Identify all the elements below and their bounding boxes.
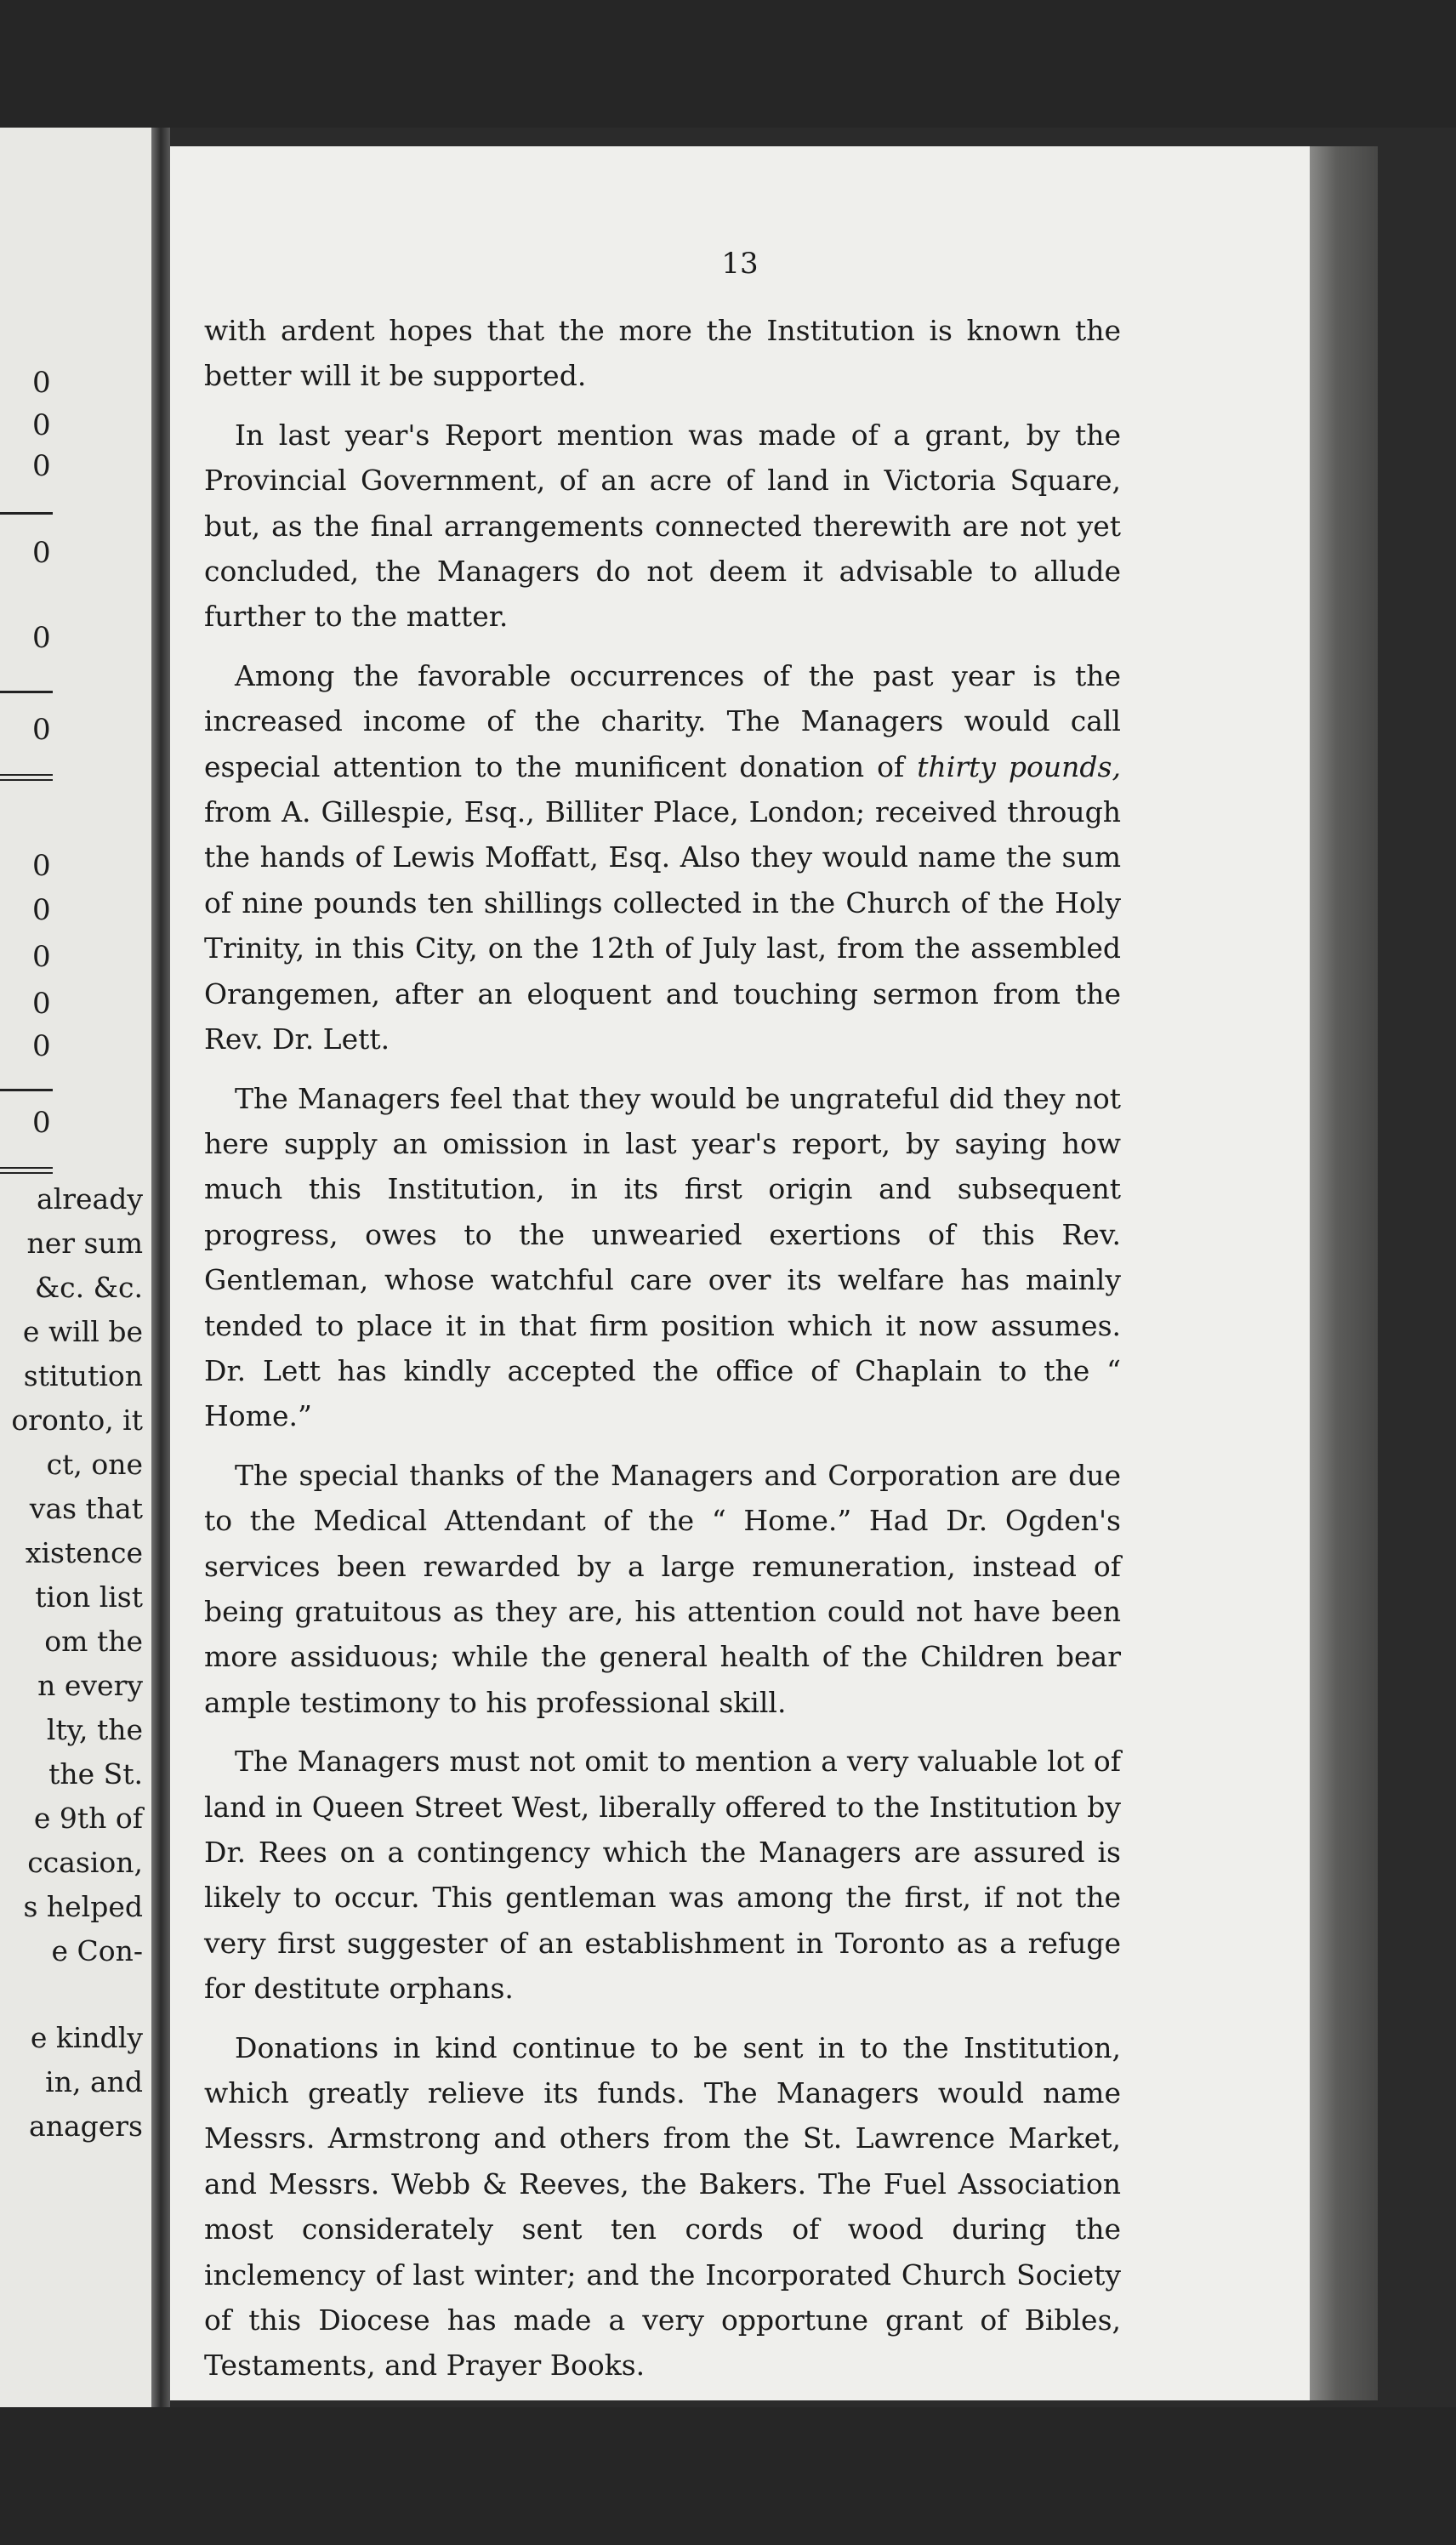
left-text-fragment: e Con- xyxy=(51,1934,143,1967)
top-frame xyxy=(0,0,1456,128)
document-page xyxy=(170,146,1310,2400)
left-text-fragment: tion list xyxy=(35,1580,143,1614)
left-number: 0 xyxy=(32,713,51,747)
paragraph-text: from A. Gillespie, Esq., Billiter Place, London; received through the hands of Lewis Moffatt, Esq. Also they would name the sum of nine pounds ten shillings collected in the Church of the Holy Trinity, in this City, on the 12th of July last, from the assembled Orangemen, after an eloquent and touching sermon from the Rev. Dr. Lett. xyxy=(204,795,1121,1056)
page-number: 13 xyxy=(721,247,759,281)
paragraph: The Managers must not omit to mention a very valuable lot of land in Queen Street West, liberally offered to the Institution by Dr. Rees on a contingency which the Managers are assured is likely to occur. This gentleman was among the first, if not the very first suggester of an establishment in Toronto as a refuge for destitute orphans. xyxy=(204,1745,1121,2006)
paragraph: The special thanks of the Managers and Corporation are due to the Medical Attendant of the “ Home.” Had Dr. Ogden's services been rewarded by a large remuneration, instead of being gratuitous as they are, his attention could not have been more assiduous; while the general health of the Children bear ample testimony to his professional skill. xyxy=(204,1458,1121,1719)
total-rule xyxy=(0,1167,53,1169)
left-number: 0 xyxy=(32,987,51,1021)
left-text-fragment: e will be xyxy=(22,1315,143,1348)
sum-rule xyxy=(0,691,53,693)
page-stack-edge xyxy=(1310,146,1378,2400)
left-text-fragment: ct, one xyxy=(46,1448,143,1481)
left-text-fragment: stitution xyxy=(23,1359,143,1392)
sum-rule xyxy=(0,512,53,515)
facing-page-fragment xyxy=(0,128,151,2407)
left-number: 0 xyxy=(32,849,51,883)
paragraph-text: Among the favorable occurrences of the past year is the increased income of the charity. The Managers would call especial attention to the munificent donation of xyxy=(204,658,1121,783)
left-text-fragment: the St. xyxy=(48,1757,143,1791)
left-text-fragment: &c. &c. xyxy=(34,1271,143,1304)
left-number: 0 xyxy=(32,621,51,655)
left-number: 0 xyxy=(32,893,51,927)
left-text-fragment: ccasion, xyxy=(27,1846,143,1879)
total-rule xyxy=(0,774,53,776)
left-text-fragment: n every xyxy=(37,1669,143,1702)
left-number: 0 xyxy=(32,408,51,442)
left-text-fragment: lty, the xyxy=(46,1713,143,1746)
paragraph xyxy=(204,653,1121,1062)
paragraph: The Managers feel that they would be ungrateful did they not here supply an omission in last year's report, by saying how much this Institution, in its first origin and subsequent progress, owes to the unwearied exertions of this Rev. Gentleman, whose watchful care over its welfare has mainly tended to place it in that firm position which it now assumes. Dr. Lett has kindly accepted the office of Chaplain to the “ Home.” xyxy=(204,1081,1121,1433)
left-text-fragment: ner sum xyxy=(26,1227,143,1260)
book-gutter xyxy=(151,128,170,2407)
left-number: 0 xyxy=(32,449,51,483)
left-text-fragment: oronto, it xyxy=(11,1403,143,1437)
sum-rule xyxy=(0,1089,53,1091)
left-text-fragment: already xyxy=(37,1182,143,1216)
left-text-fragment: xistence xyxy=(25,1536,143,1569)
left-number: 0 xyxy=(32,1029,51,1063)
bottom-frame xyxy=(0,2407,1456,2545)
paragraph: In last year's Report mention was made of a grant, by the Provincial Government, of an acre of land in Victoria Square, but, as the final arrangements connected therewith are not yet concluded, the Managers do not deem it advisable to allude further to the matter. xyxy=(204,418,1121,634)
left-text-fragment: om the xyxy=(44,1625,143,1658)
paragraph: with ardent hopes that the more the Institution is known the better will it be supported. xyxy=(204,314,1121,393)
body-text xyxy=(204,308,1121,2402)
left-text-fragment: e kindly xyxy=(30,2021,143,2054)
left-text-fragment: s helped xyxy=(23,1890,143,1923)
left-text-fragment: in, and xyxy=(45,2065,143,2098)
paragraph: Donations in kind continue to be sent in to the Institution, which greatly relieve its funds. The Managers would name Messrs. Armstrong and others from the St. Lawrence Market, and Messrs. Webb & Reeves, the Bakers. The Fuel Association most considerately sent ten cords of wood during the inclemency of last winter; and the Incorporated Church Society of this Diocese has made a very opportune grant of Bibles, Testaments, and Prayer Books. xyxy=(204,2030,1121,2383)
emphasis-text: thirty pounds, xyxy=(917,749,1121,783)
left-number: 0 xyxy=(32,366,51,400)
left-number: 0 xyxy=(32,536,51,570)
left-text-fragment: vas that xyxy=(29,1492,143,1525)
left-text-fragment: e 9th of xyxy=(33,1802,143,1835)
left-number: 0 xyxy=(32,940,51,974)
left-text-fragment: anagers xyxy=(29,2109,143,2143)
left-number: 0 xyxy=(32,1106,51,1140)
